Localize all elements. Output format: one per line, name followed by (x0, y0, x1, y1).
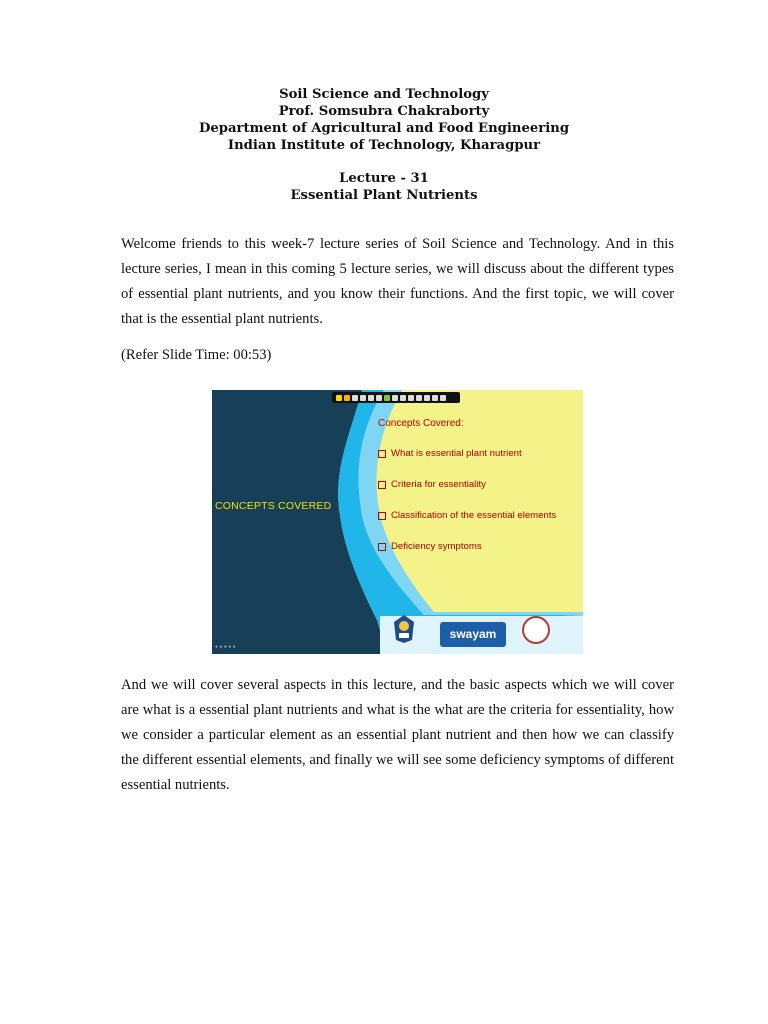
checkbox-icon (378, 512, 386, 520)
institute-name: Indian Institute of Technology, Kharagpur (227, 138, 541, 153)
checkbox-icon (378, 450, 386, 458)
checkbox-icon (378, 481, 386, 489)
lecture-slide-image (212, 390, 583, 654)
aspects-paragraph: And we will cover several aspects in this lecture, and the basic aspects which we will cover are what is a essential plant nutrients and what is the what are the criteria for essentiality, how we consider a particular element as an essential plant nutrient and then how we can classify the different essential elements, and finally we will see some deficiency symptoms of different essential nutrients. (121, 677, 674, 793)
slide-bullet-item: What is essential plant nutrient (378, 448, 556, 479)
swayam-logo: swayam (440, 622, 506, 647)
slide-nav-dots: ● ● ● ● ● (215, 644, 236, 650)
professor-name: Prof. Somsubra Chakraborty (278, 104, 490, 119)
slide-bullet-item: Deficiency symptoms (378, 541, 556, 572)
intro-paragraph: Welcome friends to this week-7 lecture series of Soil Science and Technology. And in this lecture series, I mean in this coming 5 lecture series, we will discuss about the different types of essential plant nutrients, and you know their functions. And the first topic, we will cover that is the essential plant nutrients. (121, 236, 674, 327)
lecture-number: Lecture - 31 (339, 171, 429, 186)
course-title: Soil Science and Technology (279, 87, 489, 102)
slide-heading: Concepts Covered: (378, 418, 464, 429)
slide-bullet-list (378, 448, 556, 572)
slide-bullet-item: Classification of the essential elements (378, 510, 556, 541)
checkbox-icon (378, 543, 386, 551)
iit-logo-icon (392, 614, 416, 644)
slide-left-label: CONCEPTS COVERED (215, 500, 332, 512)
slide-footer-logos (392, 614, 572, 654)
document-header (0, 86, 768, 204)
department-name: Department of Agricultural and Food Engineering (198, 121, 570, 136)
slide-toolbar (332, 392, 460, 403)
lecture-title: Essential Plant Nutrients (290, 188, 478, 203)
refer-slide-time: (Refer Slide Time: 00:53) (121, 347, 272, 363)
wheel-logo-icon (522, 616, 550, 644)
slide-bullet-item: Criteria for essentiality (378, 479, 556, 510)
